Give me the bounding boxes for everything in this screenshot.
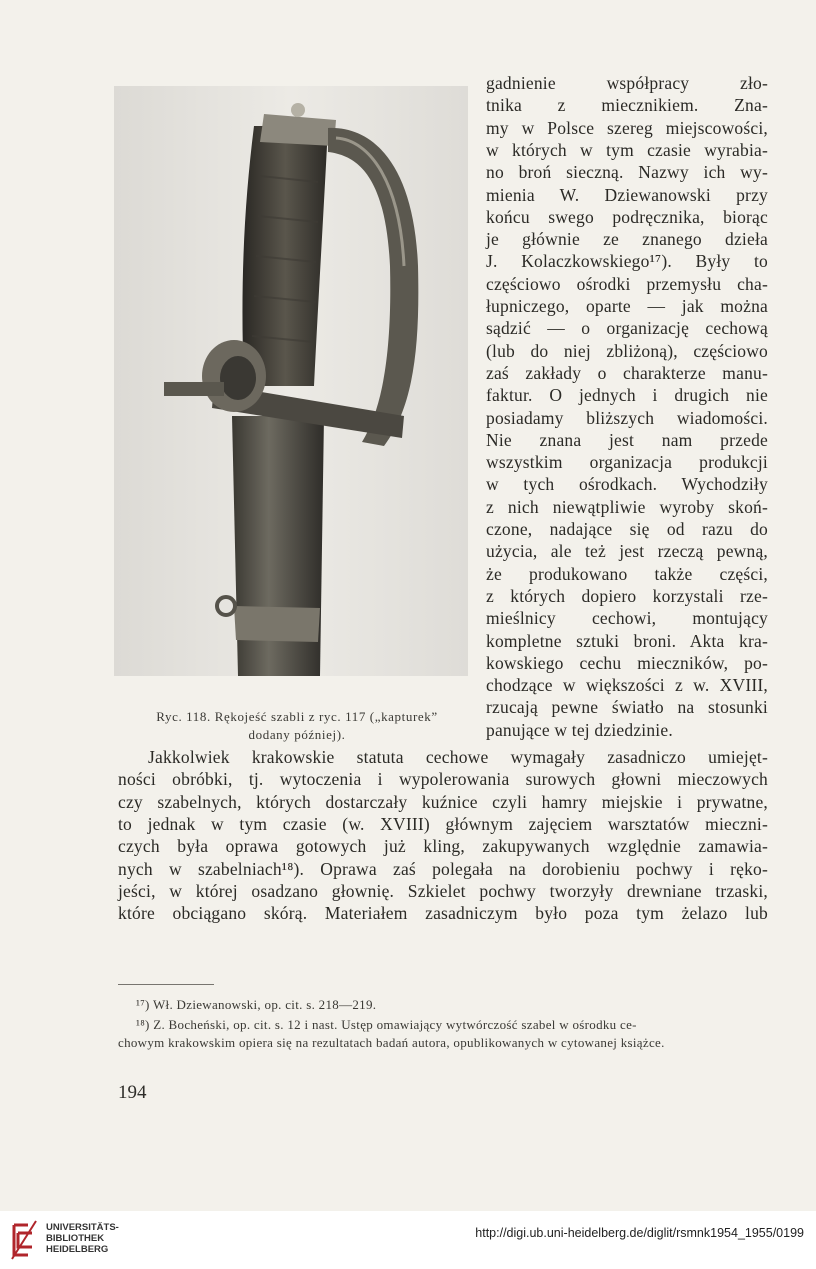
text-line: mieślnicy cechowi, montujący (486, 608, 768, 629)
text-line: końcu swego podręcznika, biorąc (486, 206, 768, 227)
text-line: które obciągano skórą. Materiałem zasadniczym było poza tym żelazo lub (118, 903, 768, 924)
library-logo-icon (10, 1219, 38, 1261)
text-line: łupniczego, oparte — jak można (486, 296, 768, 316)
text-line: czy szabelnych, których dostarczały kuźnice czyli hamry miejskie i prywatne, (118, 791, 768, 812)
text-line: z których dopiero korzystali rze- (486, 585, 768, 606)
text-line: w których w tym czasie wyrabia- (486, 139, 768, 160)
library-name (46, 1222, 119, 1255)
text-line: użycia, ale też jest rzeczą pewną, (486, 541, 768, 562)
text-line: my w Polsce szereg miejscowości, (486, 117, 768, 138)
text-line: częściowo ośrodki przemysłu cha- (486, 273, 768, 294)
text-line: sądzić — o organizację cechową (486, 318, 768, 339)
figure-caption (112, 708, 482, 744)
library-line: HEIDELBERG (46, 1244, 109, 1255)
footnote-18-continued: chowym krakowskim opiera się na rezultatach badań autora, opublikowanych w cytowanej książce. (118, 1035, 665, 1050)
text-line: czone, nadające się od razu do (486, 519, 768, 539)
text-line: J. Kolaczkowskiego¹⁷). Były to (486, 251, 768, 272)
text-line: (lub do niej zbliżoną), częściowo (486, 340, 768, 361)
text-line: Jakkolwiek krakowskie statuta cechowe wymagały zasadniczo umiejęt- (148, 747, 768, 767)
text-line: mienia W. Dziewanowski przy (486, 184, 768, 205)
source-url-link[interactable]: http://digi.ub.uni-heidelberg.de/diglit/rsmnk1954_1955/0199 (475, 1226, 804, 1240)
text-line: posiadamy bliższych wiadomości. (486, 407, 768, 428)
text-line: że produkowano także części, (486, 563, 768, 584)
text-line: chodzące w większości z w. XVIII, (486, 675, 768, 696)
text-line: je głównie ze znanego dzieła (486, 229, 768, 250)
library-line: UNIVERSITÄTS- (46, 1222, 119, 1233)
text-line: w tych ośrodkach. Wychodziły (486, 474, 768, 495)
text-line: jeści, w której osadzano głownię. Szkielet pochwy tworzyły drewniane trzaski, (118, 880, 768, 901)
text-line: czych była oprawa gotowych już kling, zakupywanych względnie zamawia- (118, 836, 768, 857)
footnote-18: ¹⁸) Z. Bocheński, op. cit. s. 12 i nast. Ustęp omawiający wytwórczość szabel w ośrodku ce- (136, 1017, 637, 1032)
library-line: BIBLIOTHEK (46, 1233, 105, 1244)
text-line: rzucają pewne światło na stosunki (486, 697, 768, 718)
text-line: kowskiego cechu mieczników, po- (486, 652, 768, 673)
text-line: panujące w tej dziedzinie. (486, 719, 673, 740)
text-line: ności obróbki, tj. wytoczenia i wypolerowania surowych głowni mieczowych (118, 769, 768, 790)
text-line: wszystkim organizacja produkcji (486, 452, 768, 473)
text-line: tnika z miecznikiem. Zna- (486, 95, 768, 116)
footnote-17: ¹⁷) Wł. Dziewanowski, op. cit. s. 218—219. (136, 997, 377, 1012)
text-line: nych w szabelniach¹⁸). Oprawa zaś polegała na dorobieniu pochwy i ręko- (118, 858, 768, 879)
text-line: gadnienie współpracy zło- (486, 73, 768, 93)
page-number: 194 (118, 1082, 147, 1103)
text-line: Nie znana jest nam przede (486, 429, 768, 450)
footnote-divider (118, 984, 214, 985)
text-line: no broń sieczną. Nazwy ich wy- (486, 162, 768, 183)
text-line: kompletne sztuki broni. Akta kra- (486, 630, 768, 651)
text-line: faktur. O jednych i drugich nie (486, 385, 768, 406)
caption-line: dodany później). (248, 727, 346, 742)
text-line: z nich niewątpliwie wyroby skoń- (486, 496, 768, 517)
text-line: to jednak w tym czasie (w. XVIII) głównym zajęciem warsztatów mieczni- (118, 813, 768, 834)
caption-line: Ryc. 118. Rękojeść szabli z ryc. 117 („kapturek” (156, 709, 438, 724)
text-line: zaś zakłady o charakterze manu- (486, 362, 768, 383)
footer-bar (0, 1211, 816, 1269)
sword-hilt-photograph (114, 86, 468, 676)
